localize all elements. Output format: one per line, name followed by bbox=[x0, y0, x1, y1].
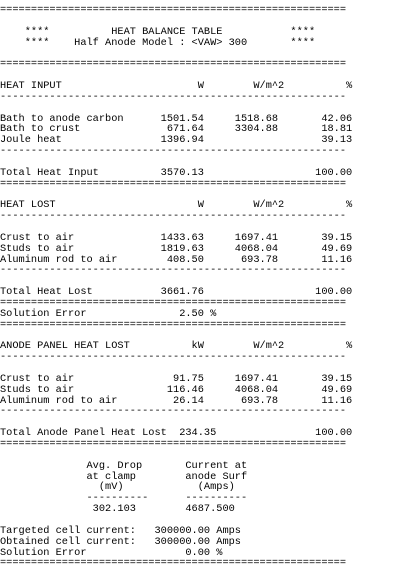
report-line: ANODE PANEL HEAT LOST kW W/m^2 % bbox=[0, 340, 353, 353]
report-line: -------------------------------------------------------- bbox=[0, 90, 347, 103]
report-line: Total Heat Lost 3661.76 100.00 bbox=[0, 286, 353, 299]
report-line: **** HEAT BALANCE TABLE **** bbox=[0, 25, 316, 38]
report-line: Crust to air 1433.63 1697.41 39.15 bbox=[0, 231, 353, 244]
report-line: Avg. Drop Current at bbox=[0, 459, 248, 472]
report-line: -------------------------------------------------------- bbox=[0, 351, 347, 364]
report-line: Total Anode Panel Heat Lost 234.35 100.00 bbox=[0, 427, 353, 440]
report-line: Joule heat 1396.94 39.13 bbox=[0, 134, 353, 147]
report-line: Bath to crust 671.64 3304.88 18.81 bbox=[0, 123, 353, 136]
report-line: Crust to air 91.75 1697.41 39.15 bbox=[0, 372, 353, 385]
report-line: Bath to anode carbon 1501.54 1518.68 42.06 bbox=[0, 112, 353, 125]
report-line: -------------------------------------------------------- bbox=[0, 145, 347, 158]
report-line: (mV) (Amps) bbox=[0, 481, 235, 494]
report-line: HEAT INPUT W W/m^2 % bbox=[0, 79, 353, 92]
report-line: -------------------------------------------------------- bbox=[0, 264, 347, 277]
report-line: **** Half Anode Model : <VAW> 300 **** bbox=[0, 36, 316, 49]
report-line: Studs to air 116.46 4068.04 49.69 bbox=[0, 383, 353, 396]
report-line: ======================================================== bbox=[0, 557, 347, 569]
report-line: ======================================================== bbox=[0, 296, 347, 309]
report-line: -------------------------------------------------------- bbox=[0, 405, 347, 418]
report-line: Aluminum rod to air 408.50 693.78 11.16 bbox=[0, 253, 353, 266]
report-line: HEAT LOST W W/m^2 % bbox=[0, 199, 353, 212]
report-line: -------------------------------------------------------- bbox=[0, 210, 347, 223]
report-line: ======================================================== bbox=[0, 438, 347, 450]
report-line: ======================================================== bbox=[0, 177, 347, 190]
report-line: Solution Error 2.50 % bbox=[0, 307, 217, 320]
report-line: Aluminum rod to air 26.14 693.78 11.16 bbox=[0, 394, 353, 407]
report-line: Targeted cell current: 300000.00 Amps bbox=[0, 524, 241, 537]
report-line: at clamp anode Surf bbox=[0, 470, 248, 483]
report-line: ======================================================== bbox=[0, 4, 347, 16]
report-line: ======================================================== bbox=[0, 58, 347, 71]
report-line: Solution Error 0.00 % bbox=[0, 546, 223, 559]
report-line: Studs to air 1819.63 4068.04 49.69 bbox=[0, 242, 353, 255]
report-line: ======================================================== bbox=[0, 318, 347, 331]
report-line: 302.103 4687.500 bbox=[0, 503, 235, 516]
report-line: ---------- ---------- bbox=[0, 492, 248, 505]
report-line: Total Heat Input 3570.13 100.00 bbox=[0, 166, 353, 179]
report-line: Obtained cell current: 300000.00 Amps bbox=[0, 535, 241, 548]
